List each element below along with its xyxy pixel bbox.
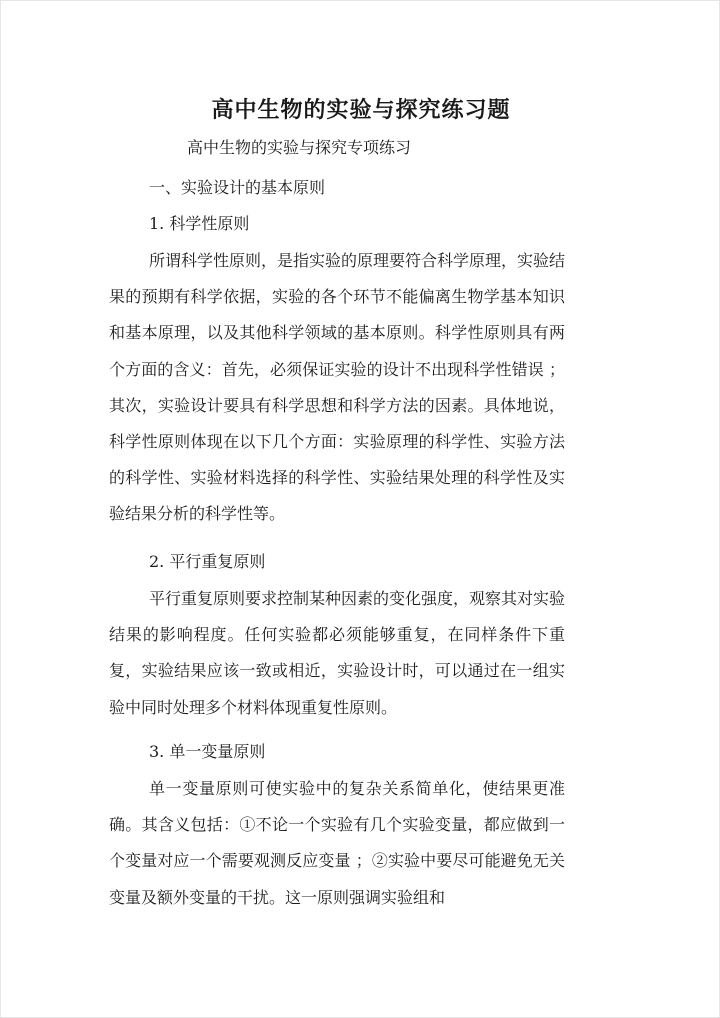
- document-title: 高中生物的实验与探究练习题: [211, 97, 511, 123]
- item-heading-scientific: 1. 科学性原则: [149, 214, 250, 233]
- item-heading-single-variable: 3. 单一变量原则: [149, 742, 266, 761]
- item-text-single-variable: 单一变量原则可使实验中的复杂关系简单化，使结果更准确。其含义包括：①不论一个实验有几个实验变量，都应做到一个变量对应一个需要观测反应变量 ；②实验中要尽可能避免无关变量及额外变量的干扰。这一原则强调实验组和: [109, 779, 565, 907]
- item-heading-parallel-repeat: 2. 平行重复原则: [149, 552, 266, 571]
- item-text-scientific: 所谓科学性原则，是指实验的原理要符合科学原理，实验结果的预期有科学依据，实验的各个环节不能偏离生物学基本知识和基本原理，以及其他科学领域的基本原则。科学性原则具有两个方面的含义：首先，必须保证实验的设计不出现科学性错误 ；其次，实验设计要具有科学思想和科学方法的因素。具体地说，科学性原则体现在以下几个方面：实验原理的科学性、实验方法的科学性、实验材料选择的科学性、实验结果处理的科学性及实验结果分析的科学性等。: [109, 251, 566, 524]
- item-text-parallel-repeat: 平行重复原则要求控制某种因素的变化强度，观察其对实验结果的影响程度。任何实验都必须能够重复，在同样条件下重复，实验结果应该一致或相近，实验设计时，可以通过在一组实验中同时处理多个材料体现重复性原则。: [109, 589, 566, 717]
- document-subtitle: 高中生物的实验与探究专项练习: [187, 138, 412, 157]
- section-heading: 一、实验设计的基本原则: [149, 178, 326, 197]
